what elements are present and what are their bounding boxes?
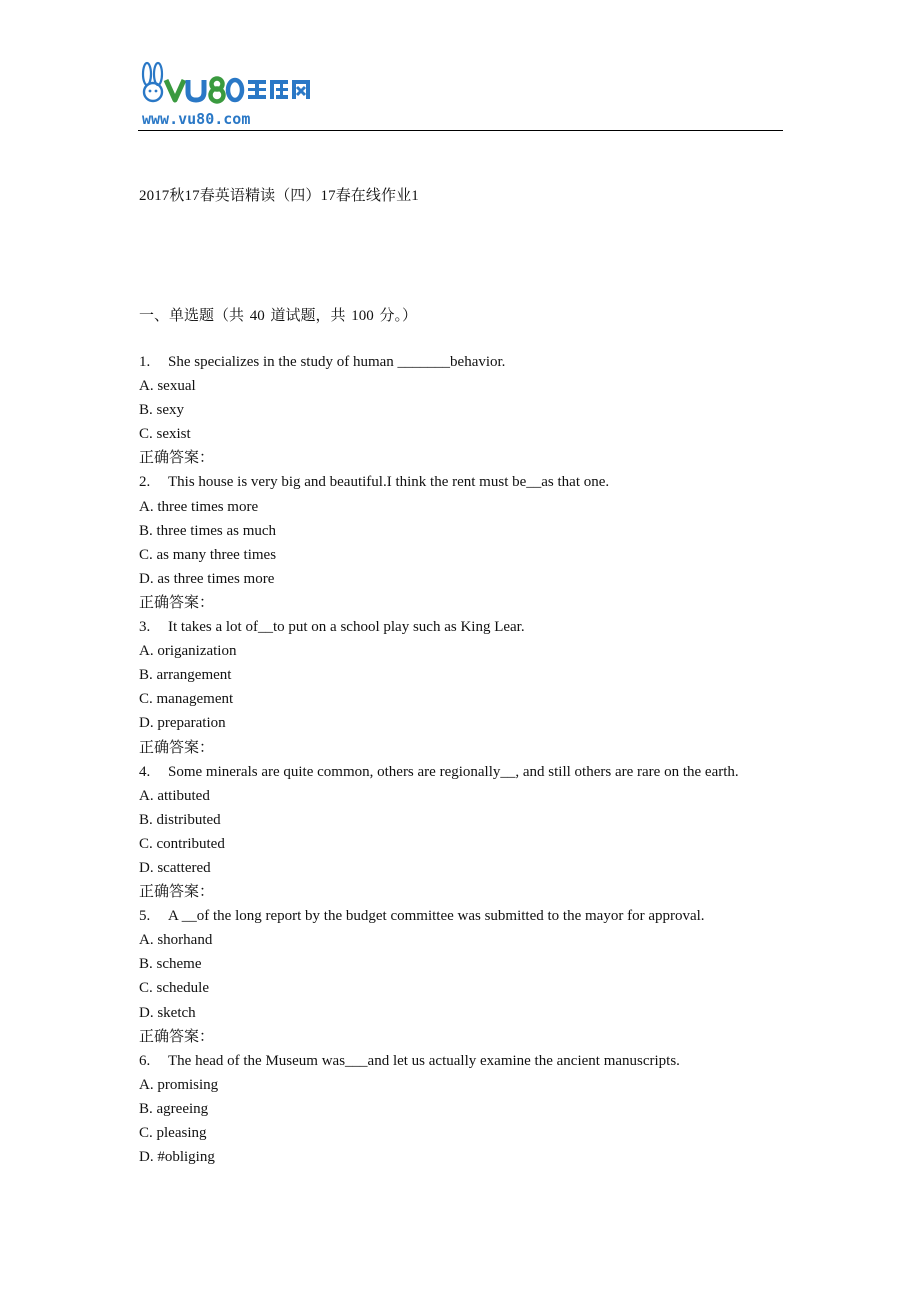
answer-option: A. sexual xyxy=(139,378,196,395)
answer-option: D. sketch xyxy=(139,1004,196,1021)
correct-answer-label: 正确答案： xyxy=(139,1028,215,1045)
question-number: 2. xyxy=(139,474,151,491)
answer-option: D. scattered xyxy=(139,859,211,876)
question-list xyxy=(139,350,809,1169)
question-number: 5. xyxy=(139,908,151,925)
answer-option: B. arrangement xyxy=(139,667,232,684)
vu80-logo xyxy=(138,60,322,128)
answer-option: A. shorhand xyxy=(139,932,213,949)
question-number: 3. xyxy=(139,619,151,636)
answer-option: C. schedule xyxy=(139,980,209,997)
answer-option: A. attibuted xyxy=(139,787,210,804)
answer-option: C. pleasing xyxy=(139,1125,207,1141)
answer-option: A. promising xyxy=(139,1076,219,1093)
question-text: Some minerals are quite common, others are regionally__, and still others are rare on the earth. xyxy=(168,763,739,780)
question-stem xyxy=(139,470,809,494)
answer-option: B. distributed xyxy=(139,811,221,828)
question-text: She specializes in the study of human _______behavior. xyxy=(168,354,506,370)
logo-url: www.vu80.com xyxy=(142,110,251,128)
question-stem xyxy=(139,615,809,639)
question-text: It takes a lot of__to put on a school play such as King Lear. xyxy=(168,619,525,636)
question-stem xyxy=(139,760,809,784)
question-text: This house is very big and beautiful.I think the rent must be__as that one. xyxy=(168,474,610,491)
answer-option: D. #obliging xyxy=(139,1149,215,1166)
question-stem xyxy=(139,350,809,374)
header-rule xyxy=(138,130,783,131)
question-number: 1. xyxy=(139,354,151,370)
answer-option: C. as many three times xyxy=(139,546,277,563)
answer-option: D. preparation xyxy=(139,715,226,732)
vu80-logo-graphic xyxy=(138,60,322,128)
correct-answer-label: 正确答案： xyxy=(139,594,215,611)
document-title: 2017秋17春英语精读（四）17春在线作业1 xyxy=(139,188,419,204)
answer-option: B. agreeing xyxy=(139,1100,209,1117)
answer-option: B. three times as much xyxy=(139,522,277,539)
answer-option: A. origanization xyxy=(139,643,237,660)
question-text: The head of the Museum was___and let us actually examine the ancient manuscripts. xyxy=(168,1052,680,1069)
question-stem xyxy=(139,904,809,928)
correct-answer-label: 正确答案： xyxy=(139,884,215,901)
question-number: 6. xyxy=(139,1052,151,1069)
answer-option: A. three times more xyxy=(139,498,259,515)
answer-option: C. sexist xyxy=(139,426,191,443)
answer-option: B. scheme xyxy=(139,956,202,973)
question-number: 4. xyxy=(139,763,151,780)
answer-option: B. sexy xyxy=(139,402,184,419)
section-heading: 一、单选题（共 40 道试题，共 100 分。） xyxy=(139,308,418,324)
correct-answer-label: 正确答案： xyxy=(139,739,215,756)
answer-option: C. management xyxy=(139,691,234,708)
question-stem xyxy=(139,1049,809,1073)
question-text: A __of the long report by the budget committee was submitted to the mayor for approval. xyxy=(168,908,705,925)
correct-answer-label: 正确答案： xyxy=(139,450,215,467)
answer-option: C. contributed xyxy=(139,835,225,852)
answer-option: D. as three times more xyxy=(139,570,275,587)
